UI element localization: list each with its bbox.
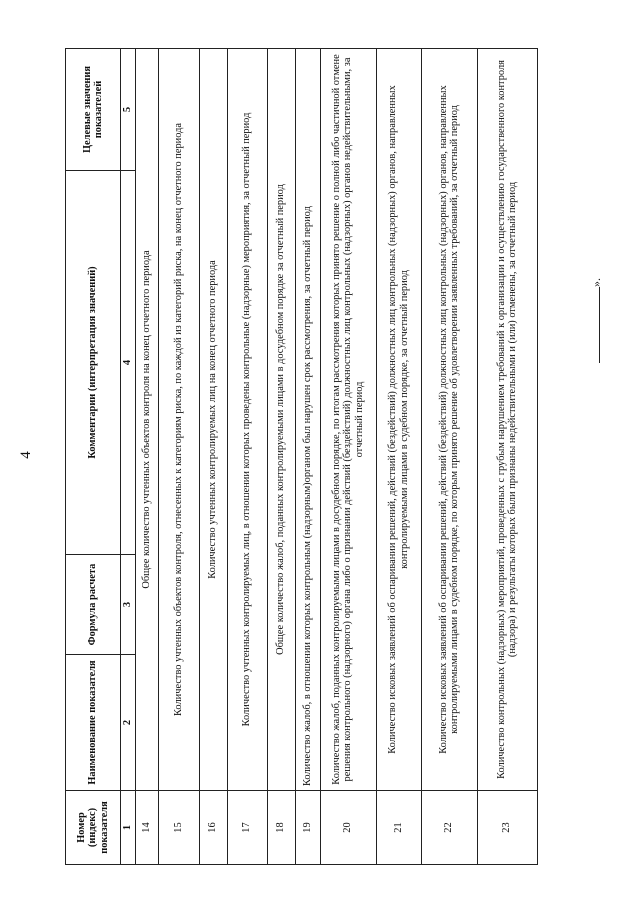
row-text: Общее количество учтенных объектов контроля на конец отчетного периода <box>135 49 158 791</box>
row-text: Количество исковых заявлений об оспаривании решений, действий (бездействий) должностных лиц контрольных (надзорных) органов, направленных контролируемыми лицами в судебном порядке, за отчетный период <box>376 49 421 791</box>
table-row <box>199 49 227 865</box>
row-text: Количество учтенных контролируемых лиц на конец отчетного периода <box>199 49 227 791</box>
row-index: 16 <box>199 791 227 865</box>
row-index: 19 <box>295 791 320 865</box>
row-index: 15 <box>158 791 199 865</box>
page-number: 4 <box>18 451 34 459</box>
row-text: Количество учтенных объектов контроля, отнесенных к категориям риска, по каждой из категорий риска, на конец отчетного периода <box>158 49 199 791</box>
indicators-table <box>65 48 538 865</box>
row-text: Количество жалоб, поданных контролируемыми лицами в досудебном порядке, по итогам рассмотрения которых принято решение о полной либо частичной отмене решения контрольного (надзорного) органа либо о признании действий (бездействий) должностных лиц контрольных (надзорных) органов недействительными, за отчетный период <box>320 49 376 791</box>
row-text: Общее количество жалоб, поданных контролируемыми лицами в досудебном порядке за отчетный период <box>267 49 295 791</box>
row-text: Количество контрольных (надзорных) мероприятий, проведенных с грубым нарушением требований к организации и осуществлению государственного контроля (надзора) и результаты которых были признаны недействительными и (или) отменены, за отчетный период <box>477 49 537 791</box>
header-comments: Комментарии (интерпретация значений) <box>66 171 121 555</box>
row-index: 21 <box>376 791 421 865</box>
header-formula: Формула расчета <box>66 555 121 655</box>
table-row <box>421 49 477 865</box>
table-row <box>376 49 421 865</box>
column-number: 3 <box>121 555 136 655</box>
table-header-row <box>66 49 121 865</box>
table-row <box>158 49 199 865</box>
column-number: 1 <box>121 791 136 865</box>
column-number: 2 <box>121 655 136 791</box>
header-name: Наименование показателя <box>66 655 121 791</box>
header-target-values: Целевые значения показателей <box>66 49 121 171</box>
row-index: 20 <box>320 791 376 865</box>
row-index: 17 <box>227 791 267 865</box>
table-row <box>267 49 295 865</box>
closing-quote: ». <box>589 278 603 287</box>
row-index: 14 <box>135 791 158 865</box>
closing-mark <box>589 278 604 365</box>
row-text: Количество учтенных контролируемых лиц, в отношении которых проведены контрольные (надзорные) мероприятия, за отчетный период <box>227 49 267 791</box>
row-index: 18 <box>267 791 295 865</box>
row-text: Количество исковых заявлений об оспаривании решений, действий (бездействий) должностных лиц контрольных (надзорных) органов, направленных контролируемыми лицами в судебном порядке, по которым принято решение об удовлетворении заявленных требований, за отчетный период <box>421 49 477 791</box>
column-number: 5 <box>121 49 136 171</box>
row-text: Количество жалоб, в отношении которых контрольным (надзорным)органом был нарушен срок рассмотрения, за отчетный период <box>295 49 320 791</box>
table-row <box>227 49 267 865</box>
row-index: 23 <box>477 791 537 865</box>
header-index: Номер (индекс) показателя <box>66 791 121 865</box>
table-row <box>135 49 158 865</box>
table-row <box>477 49 537 865</box>
signature-line <box>599 287 600 363</box>
column-numbers-row <box>121 49 136 865</box>
column-number: 4 <box>121 171 136 555</box>
table-row <box>320 49 376 865</box>
row-index: 22 <box>421 791 477 865</box>
table-row <box>295 49 320 865</box>
